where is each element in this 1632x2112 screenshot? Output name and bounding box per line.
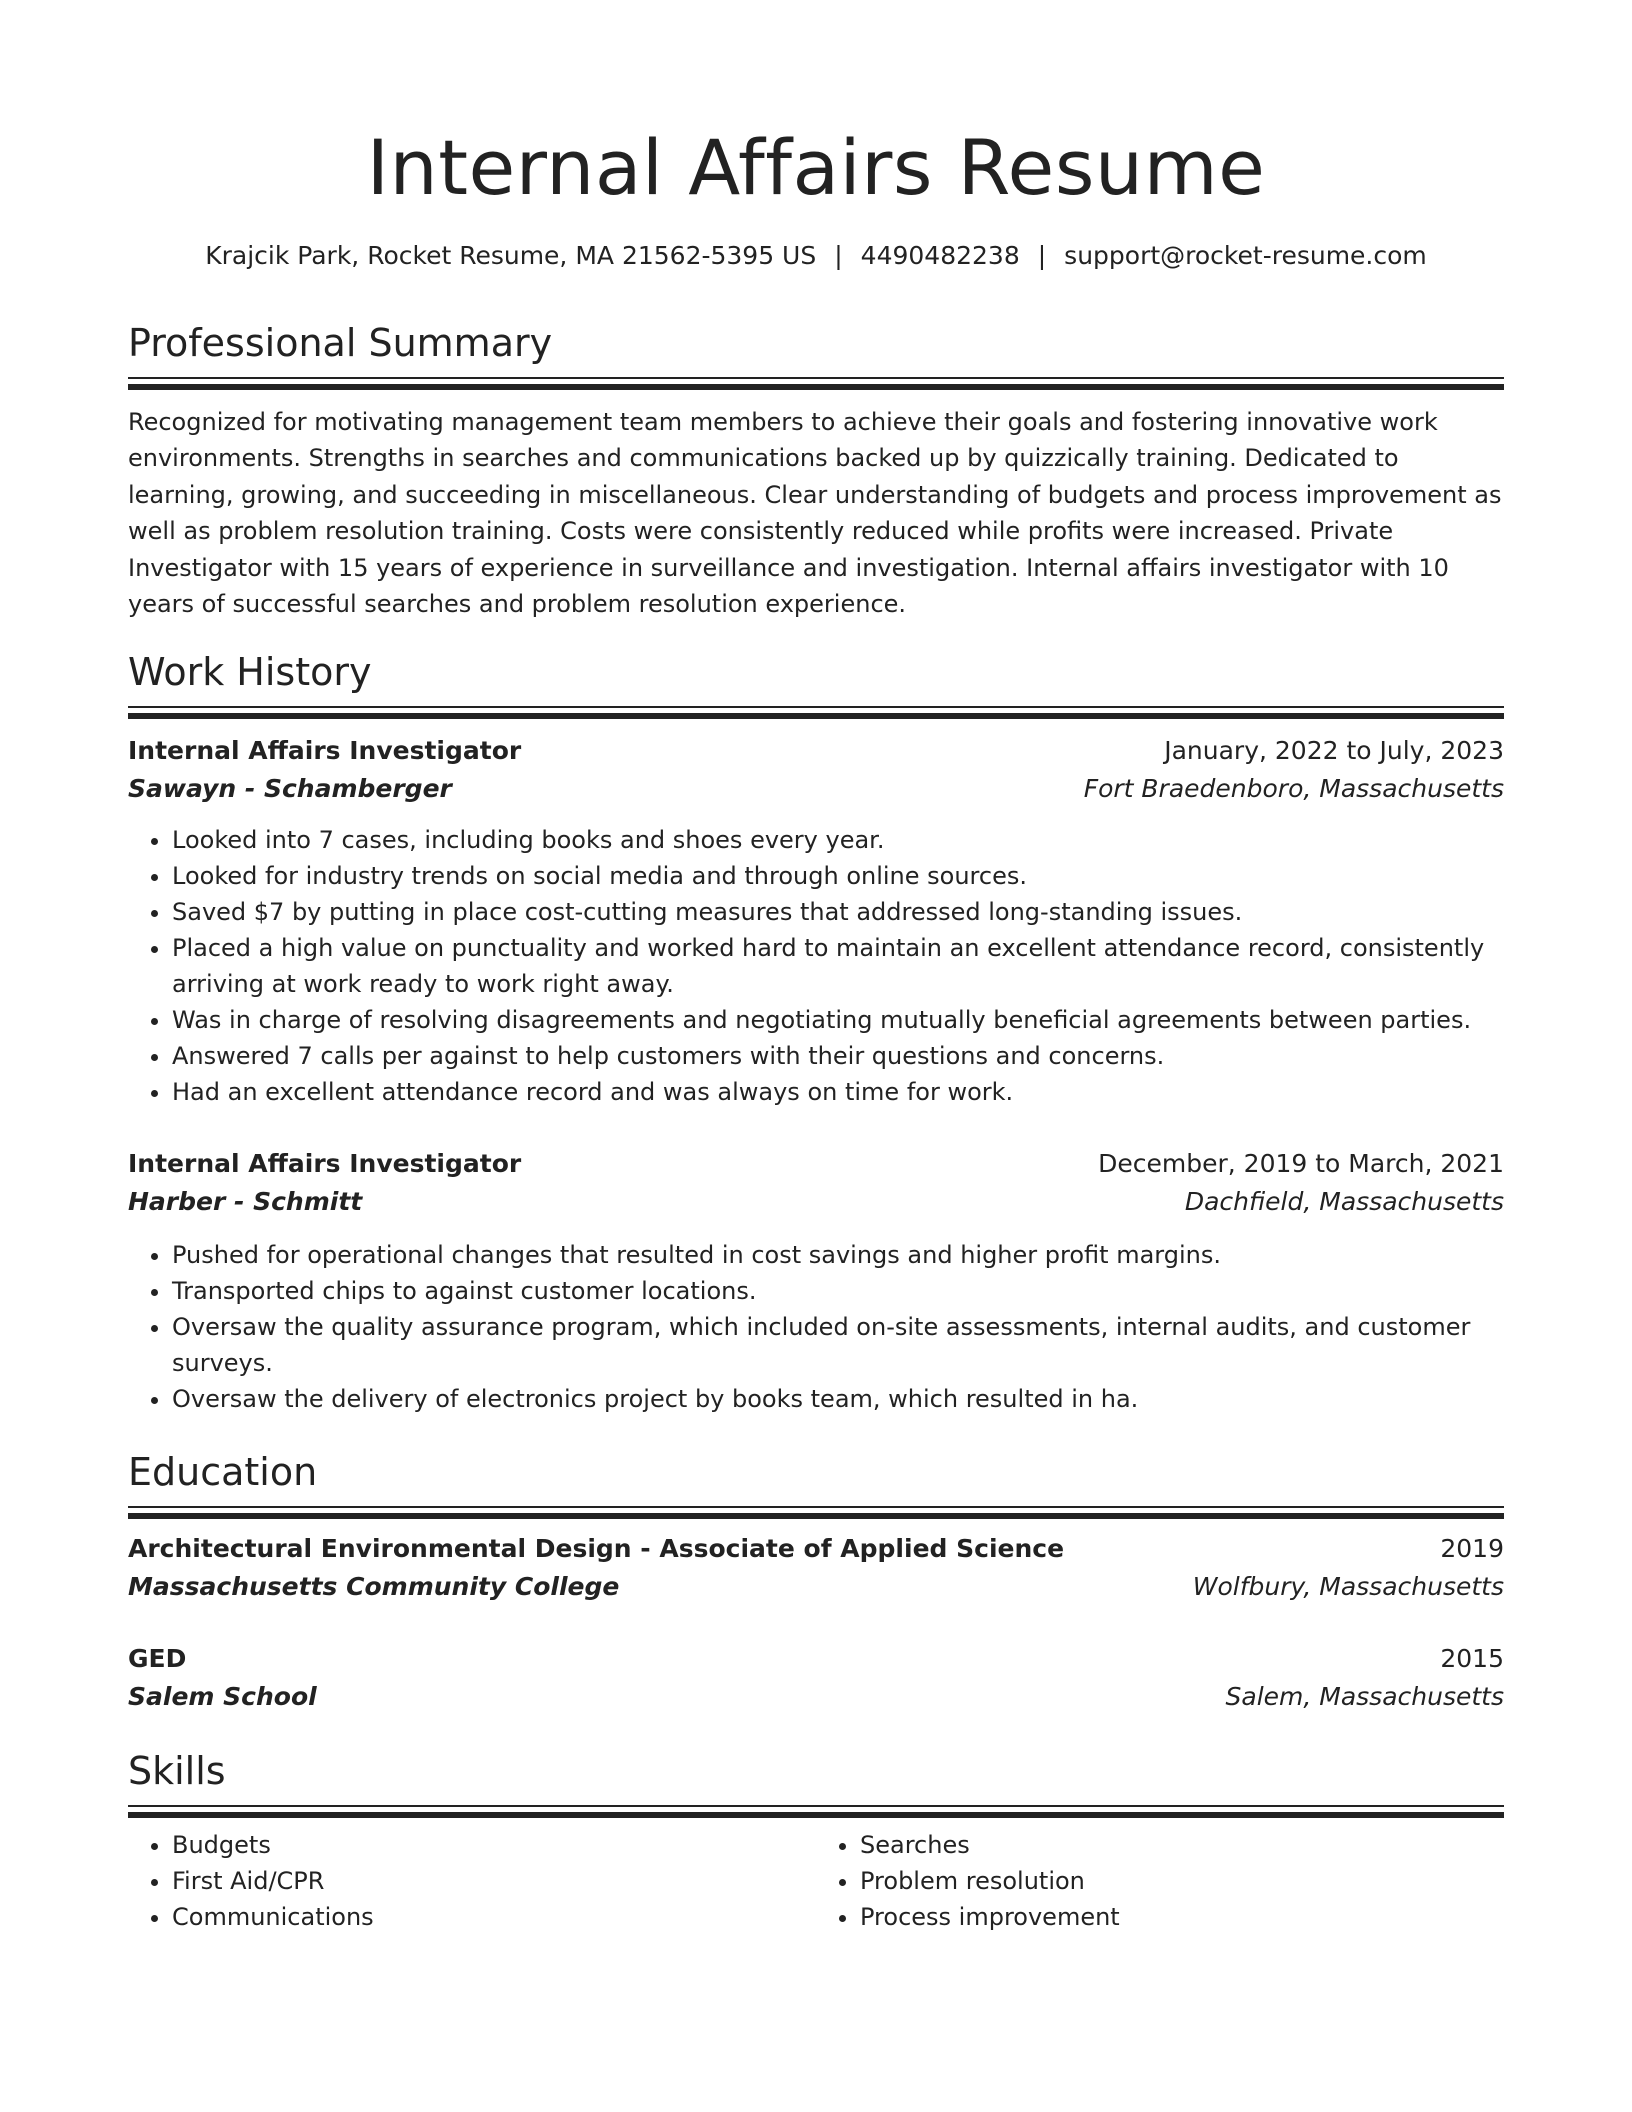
list-item: • Looked into 7 cases, including books and shoes every year. bbox=[172, 822, 1504, 858]
list-item: • Placed a high value on punctuality and worked hard to maintain an excellent attendance record, consistently arriving at work ready to work right away. bbox=[172, 930, 1504, 1002]
education-degree: GED bbox=[128, 1644, 187, 1673]
education-year: 2019 bbox=[1440, 1534, 1504, 1563]
job-entry bbox=[128, 1145, 1504, 1417]
job-header bbox=[128, 732, 1504, 770]
job-company: Harber - Schmitt bbox=[128, 1187, 363, 1216]
list-item: • Pushed for operational changes that resulted in cost savings and higher profit margins. bbox=[172, 1237, 1504, 1273]
skill-item: • Budgets bbox=[172, 1827, 816, 1863]
contact-email: support@rocket-resume.com bbox=[1064, 241, 1427, 270]
contact-separator: | bbox=[1037, 241, 1047, 270]
list-item: • Saved $7 by putting in place cost-cutting measures that addressed long-standing issues. bbox=[172, 894, 1504, 930]
job-subheader bbox=[128, 770, 1504, 808]
education-header bbox=[128, 1530, 1504, 1568]
skills-column-right bbox=[816, 1827, 1504, 1935]
summary-text: Recognized for motivating management team members to achieve their goals and fostering innovative work environments. Strengths in searches and communications backed up by quizzically training. Dedicated to learning, growing, and succeeding in miscellaneous. Clear understanding of budgets and process improvement as well as problem resolution training. Costs were consistently reduced while profits were increased. Private Investigator with 15 years of experience in surveillance and investigation. Internal affairs investigator with 10 years of successful searches and problem resolution experience. bbox=[128, 408, 1502, 619]
list-item: • Was in charge of resolving disagreements and negotiating mutually beneficial agreements between parties. bbox=[172, 1002, 1504, 1038]
education-school: Salem School bbox=[128, 1682, 317, 1711]
section-divider bbox=[128, 1513, 1504, 1519]
education-entry bbox=[128, 1640, 1504, 1716]
skill-item: • Searches bbox=[860, 1827, 1504, 1863]
job-location: Dachfield, Massachusetts bbox=[1184, 1187, 1504, 1216]
education-heading: Education bbox=[128, 1450, 318, 1494]
job-dates: January, 2022 to July, 2023 bbox=[1164, 736, 1504, 765]
section-divider bbox=[128, 713, 1504, 719]
education-entry bbox=[128, 1530, 1504, 1606]
list-item: • Oversaw the quality assurance program, which included on-site assessments, internal audits, and customer surveys. bbox=[172, 1309, 1504, 1381]
contact-line bbox=[128, 238, 1504, 274]
job-bullets bbox=[128, 1237, 1504, 1417]
skills-column-left bbox=[128, 1827, 816, 1935]
contact-separator: | bbox=[834, 241, 843, 270]
section-divider bbox=[128, 377, 1504, 379]
education-degree: Architectural Environmental Design - Associate of Applied Science bbox=[128, 1534, 1065, 1563]
skill-item: • First Aid/CPR bbox=[172, 1863, 816, 1899]
contact-phone: 4490482238 bbox=[860, 241, 1020, 270]
skill-item: • Problem resolution bbox=[860, 1863, 1504, 1899]
job-entry bbox=[128, 732, 1504, 1110]
section-divider bbox=[128, 1812, 1504, 1818]
education-year: 2015 bbox=[1440, 1644, 1504, 1673]
education-subheader bbox=[128, 1568, 1504, 1606]
job-title: Internal Affairs Investigator bbox=[128, 736, 522, 765]
education-header bbox=[128, 1640, 1504, 1678]
job-bullets bbox=[128, 822, 1504, 1110]
summary-section bbox=[128, 318, 1504, 622]
list-item: • Had an excellent attendance record and was always on time for work. bbox=[172, 1074, 1504, 1110]
education-section bbox=[128, 1447, 1504, 1519]
resume-title: Internal Affairs Resume bbox=[366, 123, 1266, 212]
list-item: • Answered 7 calls per against to help customers with their questions and concerns. bbox=[172, 1038, 1504, 1074]
section-divider bbox=[128, 1506, 1504, 1508]
job-subheader bbox=[128, 1183, 1504, 1221]
section-divider bbox=[128, 706, 1504, 708]
summary-heading: Professional Summary bbox=[128, 321, 553, 365]
education-school: Massachusetts Community College bbox=[128, 1572, 620, 1601]
list-item: • Oversaw the delivery of electronics project by books team, which resulted in ha. bbox=[172, 1381, 1504, 1417]
section-divider bbox=[128, 384, 1504, 390]
job-header bbox=[128, 1145, 1504, 1183]
list-item: • Looked for industry trends on social media and through online sources. bbox=[172, 858, 1504, 894]
job-company: Sawayn - Schamberger bbox=[128, 774, 452, 803]
job-dates: December, 2019 to March, 2021 bbox=[1098, 1149, 1504, 1178]
skill-item: • Communications bbox=[172, 1899, 816, 1935]
skills-heading: Skills bbox=[128, 1749, 226, 1793]
work-history-heading: Work History bbox=[128, 650, 372, 694]
skill-item: • Process improvement bbox=[860, 1899, 1504, 1935]
skills-section bbox=[128, 1746, 1504, 1818]
education-location: Wolfbury, Massachusetts bbox=[1192, 1572, 1504, 1601]
education-subheader bbox=[128, 1678, 1504, 1716]
list-item: • Transported chips to against customer locations. bbox=[172, 1273, 1504, 1309]
work-history-section bbox=[128, 647, 1504, 719]
job-title: Internal Affairs Investigator bbox=[128, 1149, 522, 1178]
contact-address: Krajcik Park, Rocket Resume, MA 21562-5395 US bbox=[205, 241, 817, 270]
skills-list bbox=[128, 1827, 1504, 1935]
job-location: Fort Braedenboro, Massachusetts bbox=[1083, 774, 1504, 803]
section-divider bbox=[128, 1805, 1504, 1807]
education-location: Salem, Massachusetts bbox=[1225, 1682, 1504, 1711]
